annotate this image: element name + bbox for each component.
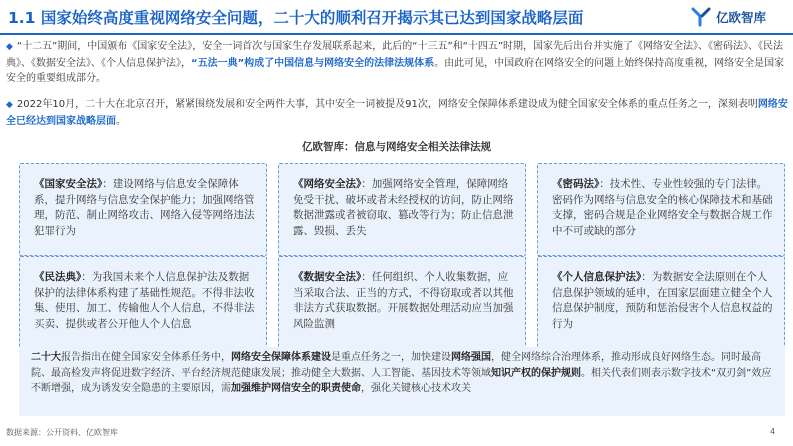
brand-logo [690,6,785,28]
law-card-data-security [278,256,526,349]
law-description: ：为数据安全法原则在个人信息保护领域的延申，在国家层面建立健全个人信息保护制度，预防和惩治侵害个人信息权益的行为 [552,271,773,330]
logo-text: 亿欧智库 [716,10,767,25]
yiou-logo-icon [690,7,712,27]
summary-bold-2: 网络安全保障体系建设 [231,352,331,363]
intro-paragraph-2 [6,97,788,129]
law-description: ：为我国未来个人信息保护法及数据保护的法律体系构建了基础性规范。不得非法收集、使用、加工、传输他人个人信息，不得非法买卖、提供或者公开他人个人信息 [34,271,255,330]
law-name: 《密码法》 [552,178,600,190]
summary-bold-3: 网络强国 [451,352,491,363]
diamond-bullet-icon: ◆ [6,100,13,110]
summary-bold-5: 加强维护网信安全的职责使命 [231,383,361,394]
law-name: 《数据安全法》 [293,271,362,283]
law-name: 《民法典》 [34,271,82,283]
law-description: ：加强网络安全管理，保障网络免受干扰、破坏或者未经授权的访问，防止网络数据泄露或者被窃取、篡改等行为；防止信息泄露、毁损、丢失 [293,178,514,237]
law-card-cryptography [537,163,785,256]
law-name: 《国家安全法》 [34,178,103,190]
law-name: 《网络安全法》 [293,178,362,190]
para1-text-1: “十二五”期间，中国颁布《国家安全法》，安全一词首次与国家生存发展联系起来，此后的“十三五”和“十四五”时期，国家先后出台并实施了《网络安全法》、《密码法》、《民法典》、《数据安全法》、《个人信息保护法》， [6,41,784,69]
para2-text-1: 2022年10月，二十大在北京召开，紧紧围绕发展和安全两件大事，其中安全一词被提及91次，网络安全保障体系建设成为健全国家安全体系的重点任务之一，深刻表明 [16,99,758,110]
page-title: 1.1 国家始终高度重视网络安全问题，二十大的顺利召开揭示其已达到国家战略层面 [8,9,584,27]
para2-text-2: 。 [116,115,126,127]
para2-highlight: 网络安全已经达到国家战略层面 [6,99,788,127]
para1-highlight: “五法一典”构成了中国信息与网络安全的法律法规体系 [191,57,435,69]
diamond-bullet-icon: ◆ [6,42,13,52]
law-description: ：技术性、专业性较强的专门法律。密码作为网络与信息安全的核心保障技术和基础支撑，密码合规是企业网络安全与数据合规工作中不可或缺的部分 [552,178,773,237]
summary-text-3: ，健全网络综合治理体系，推动形成良好网络生态。同时最高院、最高检发声将促进数字经济、平台经济规范健康发展；推动健全大数据、人工智能、基因技术等领域 [31,352,761,379]
law-name: 《个人信息保护法》 [552,271,642,283]
summary-text-2: 是重点任务之一，加快建设 [331,352,451,363]
summary-bold-1: 二十大 [31,352,61,363]
data-source-note: 数据来源：公开资料、亿欧智库 [6,428,118,437]
summary-text-5: ，强化关键核心技术攻关 [361,383,471,394]
intro-paragraph-1 [6,39,788,87]
summary-text-1: 报告指出在健全国家安全体系任务中， [61,352,231,363]
diagram-title: 亿欧智库：信息与网络安全相关法律法规 [302,141,491,153]
law-card-civil-code [19,256,267,349]
summary-bold-4: 知识产权的保护规则 [491,367,581,379]
law-card-cybersecurity [278,163,526,256]
summary-text-4: 。相关代表们则表示数字技术“双刃剑”效应不断增强，成为诱发安全隐患的主要原因，需 [31,367,772,394]
law-description: ：任何组织、个人收集数据，应当采取合法、正当的方式，不得窃取或者以其他非法方式获取数据。开展数据处理活动应当加强风险监测 [293,271,514,330]
para1-text-2: 。由此可见，中国政府在网络安全的问题上始终保持高度重视，网络安全是国家安全的重要组成部分。 [6,57,785,84]
law-card-national-security [19,163,267,256]
page-number: 4 [770,427,776,436]
law-description: ：建设网络与信息安全保障体系，提升网络与信息安全保护能力；加强网络管理，防范、制止网络攻击、网络入侵等网络违法犯罪行为 [34,178,255,237]
summary-box [19,347,785,416]
title-divider [0,33,793,35]
law-card-personal-info [537,256,785,349]
